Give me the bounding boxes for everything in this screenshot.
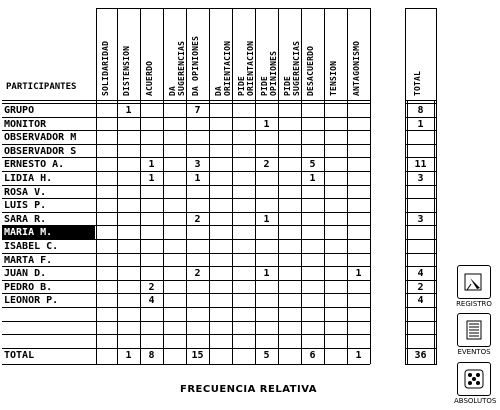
table-cell: 1 [194,172,201,184]
grid-vline [163,8,164,364]
table-cell: 1 [309,172,316,184]
participant-row[interactable]: ROSA V. [4,186,47,198]
table-cell: 1 [355,267,362,279]
table-cell: 4 [148,294,155,306]
table-cell: 1 [263,267,270,279]
grid-vline [278,8,279,364]
row-total: 3 [417,172,424,184]
grid-hline [405,144,437,145]
table-cell: 3 [194,158,201,170]
column-header-5: DA ORIENTACION [214,40,232,96]
column-header-2: ACUERDO [145,60,154,96]
dice-icon [457,362,491,396]
row-total: 1 [417,118,424,130]
column-header-11: ANTAGONISMO [352,40,361,96]
row-total: 8 [417,104,424,116]
totals-cell: 1 [125,350,132,361]
absolutos-button[interactable] [454,362,497,405]
events-icon [457,313,491,347]
table-cell: 1 [148,172,155,184]
grid-hline [405,334,437,335]
footer-label: FRECUENCIA RELATIVA [180,384,318,395]
column-header-9: DESACUERDO [306,45,315,96]
column-header-total: TOTAL [413,70,422,96]
table-cell: 1 [263,213,270,225]
register-icon [457,265,491,299]
grid-vline [96,8,97,364]
totals-cell: 6 [309,350,316,361]
table-cell: 1 [263,118,270,130]
grid-vline [117,8,118,364]
column-header-7: PIDE OPINIONES [260,50,278,96]
row-total: 2 [417,281,424,293]
grid-hline [96,8,370,9]
grid-vline [324,8,325,364]
totals-cell: 5 [263,350,270,361]
grid-vline [301,8,302,364]
column-header-8: PIDE SUGERENCIAS [283,40,301,96]
table-cell: 2 [263,158,270,170]
row-total: 3 [417,213,424,225]
participant-row[interactable]: MONITOR [4,118,47,130]
participant-row[interactable]: LIDIA H. [4,172,53,184]
tool-label: EVENTOS [457,348,491,356]
participant-row[interactable]: OBSERVADOR M [4,131,77,143]
registro-button[interactable] [454,265,494,308]
grid-hline [2,334,370,335]
column-header-6: PIDE ORIENTACION [237,40,255,96]
totals-cell: 8 [148,350,155,361]
participants-header: PARTICIPANTES [6,82,77,92]
grid-vline [407,100,408,364]
row-total: 4 [417,267,424,279]
participant-row[interactable]: SARA R. [4,213,47,225]
row-total: 4 [417,294,424,306]
grid-vline [186,8,187,364]
participant-row[interactable]: ISABEL C. [4,240,59,252]
participant-row[interactable]: GRUPO [4,104,35,116]
column-header-0: SOLIDARIDAD [101,40,110,96]
table-cell: 2 [148,281,155,293]
tool-label: REGISTRO [456,300,492,308]
grid-vline [232,8,233,364]
grid-vline [436,8,437,364]
tool-label: ABSOLUTOS [454,397,497,405]
column-header-10: TENSION [329,60,338,96]
participant-row[interactable]: PEDRO B. [4,281,53,293]
grid-hline [2,100,370,101]
table-cell: 1 [125,104,132,116]
table-cell: 1 [148,158,155,170]
participant-row[interactable]: LUIS P. [4,199,47,211]
grid-vline [370,8,371,364]
participant-row[interactable]: MARTA F. [4,254,53,266]
table-cell: 2 [194,213,201,225]
grid-hline [405,8,437,9]
table-cell: 2 [194,267,201,279]
grid-vline [405,8,406,364]
grid-vline [255,8,256,364]
grid-hline [405,198,437,199]
participant-row[interactable]: OBSERVADOR S [4,145,77,157]
grid-hline [2,364,370,365]
participant-row[interactable]: LEONOR P. [4,294,59,306]
grid-vline [209,8,210,364]
table-cell: 5 [309,158,316,170]
grid-hline [2,321,370,322]
totals-row-label: TOTAL [4,350,35,361]
eventos-button[interactable] [454,313,494,356]
totals-cell: 1 [355,350,362,361]
grid-hline [405,100,437,101]
table-cell: 7 [194,104,201,116]
column-header-1: DISTENSION [122,45,131,96]
row-total: 11 [414,158,427,170]
grid-hline [405,364,437,365]
grid-hline [405,239,437,240]
column-header-3: DA SUGERENCIAS [168,40,186,96]
grid-hline [405,253,437,254]
grid-vline [347,8,348,364]
participant-row[interactable]: MARIA M. [2,226,95,240]
grand-total: 36 [414,350,427,361]
grid-vline [140,8,141,364]
column-header-4: DA OPINIONES [191,35,200,96]
grid-vline [434,100,435,364]
totals-cell: 15 [191,350,204,361]
participant-row[interactable]: ERNESTO A. [4,158,65,170]
participant-row[interactable]: JUAN D. [4,267,47,279]
grid-hline [405,321,437,322]
